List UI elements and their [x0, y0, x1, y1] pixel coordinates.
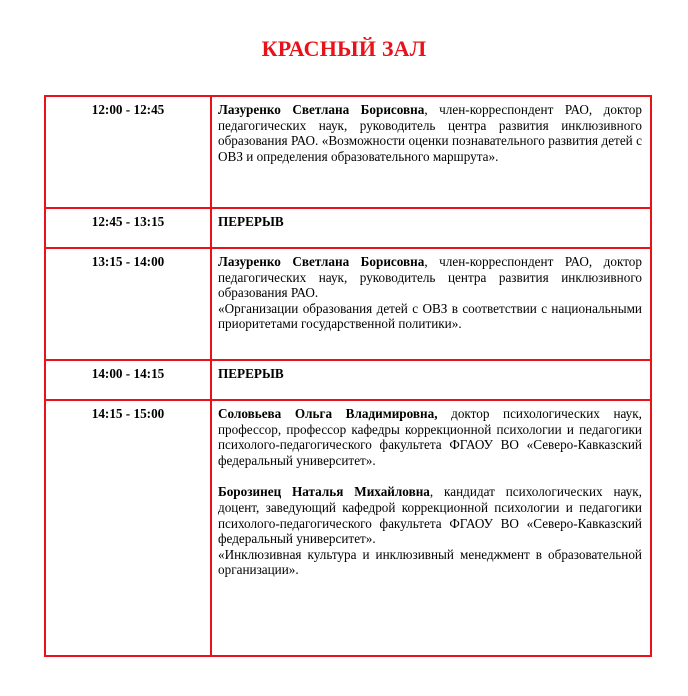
speaker-paragraph: [218, 102, 642, 164]
speaker-paragraph: [218, 254, 642, 301]
speaker-name: Лазуренко Светлана Борисовна: [218, 102, 425, 117]
schedule-row: [45, 248, 651, 360]
speaker-description: доктор психологических наук, профессор, профессор кафедры коррекционной психологии и педагогики психолого-педагогического факультета ФГАОУ ВО «Северо-Кавказский федеральный университет».: [218, 406, 642, 468]
topic-paragraph: «Организации образования детей с ОВЗ в соответствии с национальными приоритетами государственной политики».: [218, 300, 642, 332]
break-label: ПЕРЕРЫВ: [218, 366, 284, 381]
break-label: ПЕРЕРЫВ: [218, 214, 284, 229]
time-cell: 12:00 - 12:45: [45, 96, 211, 208]
time-cell: 13:15 - 14:00: [45, 248, 211, 360]
schedule-row: [45, 96, 651, 208]
speaker-description: , кандидат психологических наук, доцент, заведующий кафедрой коррекционной психологии и педагогики психолого-педагогического факультета ФГАОУ ВО «Северо-Кавказский федеральный университет».: [218, 484, 642, 547]
content-cell: [211, 248, 651, 360]
time-cell: 12:45 - 13:15: [45, 208, 211, 248]
speaker-name: Лазуренко Светлана Борисовна: [218, 254, 425, 269]
hall-title: КРАСНЫЙ ЗАЛ: [261, 36, 427, 61]
content-cell: [211, 400, 651, 656]
speaker-name: Борозинец Наталья Михайловна: [218, 484, 430, 500]
schedule-row-break: [45, 208, 651, 248]
schedule-row-break: [45, 360, 651, 400]
topic-paragraph: «Инклюзивная культура и инклюзивный менеджмент в образовательной организации».: [218, 546, 642, 578]
content-cell: [211, 96, 651, 208]
content-cell: [211, 360, 651, 400]
speaker-name: Соловьева Ольга Владимировна,: [218, 406, 438, 421]
content-cell: [211, 208, 651, 248]
time-cell: 14:15 - 15:00: [45, 400, 211, 656]
speaker-description: , член-корреспондент РАО, доктор педагогических наук, руководитель центра развития инклюзивного образования РАО. «Возможности оценки познавательного развития детей с ОВЗ и определения образовательного маршрута».: [218, 102, 642, 164]
schedule-row: [45, 400, 651, 656]
schedule-table: [44, 95, 652, 657]
speaker-paragraph: [218, 484, 642, 546]
paragraph-spacer: [218, 468, 642, 484]
time-cell: 14:00 - 14:15: [45, 360, 211, 400]
speaker-paragraph: [218, 406, 642, 468]
speaker-description: , член-корреспондент РАО, доктор педагогических наук, руководитель центра развития инклюзивного образования РАО.: [218, 254, 642, 301]
